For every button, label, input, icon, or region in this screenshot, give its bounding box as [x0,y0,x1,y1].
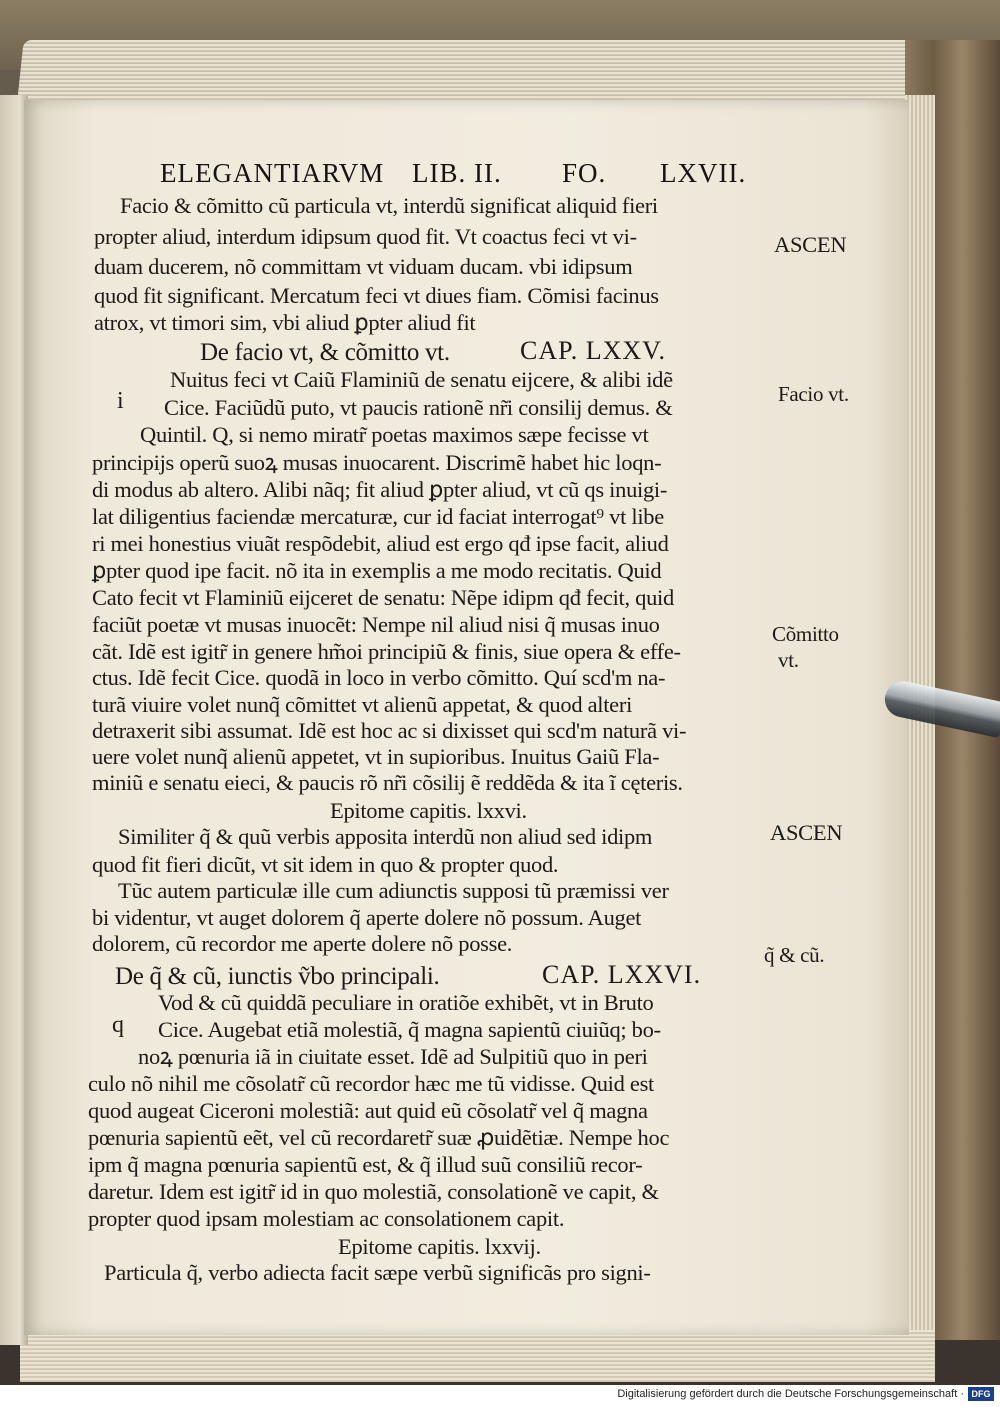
text-line: detraxerit sibi assumat. Idẽ est hoc ac si dixisset qui scd'm naturã vi- [92,718,687,743]
text-line: Cice. Faciũdũ puto, vt paucis rationẽ nr̃i consilij demus. & [164,395,673,420]
text-line: Similiter q̃ & quũ verbis apposita interdũ non aliud sed idipm [118,824,653,849]
text-line: faciũt poetæ vt musas inuocẽt: Nempe nil aliud nisi q̃ musas inuo [92,612,660,637]
header-folio-number: LXVII. [660,158,747,188]
text-line: Cato fecit vt Flaminiũ eijceret de senatu: Nẽpe idipm qđ fecit, quid [92,585,674,610]
text-line: lat diligentius faciendæ mercaturæ, cur id faciat interrogat⁹ vt libe [92,504,664,529]
text-line: Quintil. Q, si nemo miratr̃ poetas maximos sæpe fecisse vt [140,422,649,447]
text-line: cãt. Idẽ est igitr̃ in genere hm̃oi principiũ & finis, siue opera & effe- [92,639,681,664]
footer-credit: Digitalisierung gefördert durch die Deutsche Forschungsgemeinschaft · [617,1388,964,1400]
text-line: noꝝ pœnuria iã in ciuitate esset. Idẽ ad Sulpitiũ quo in peri [138,1044,648,1069]
text-line: miniũ e senatu eieci, & paucis rõ nr̃i cõsilij ẽ reddẽda & ita ĩ cęteris. [92,770,683,795]
initial-letter: q [112,1012,124,1038]
text-line: quod fit fieri dicũt, vt sit idem in quo & propter quod. [92,852,559,877]
text-line: ipm q̃ magna pœnuria sapientũ est, & q̃ illud suũ consiliũ recor- [88,1152,643,1177]
epitome-heading: Epitome capitis. lxxvij. [338,1234,541,1259]
dfg-logo: DFG [968,1387,994,1401]
text-line: Particula q̃, verbo adiecta facit sæpe verbũ significãs pro signi- [104,1260,651,1285]
text-line: quod augeat Ciceroni molestiã: aut quid eũ cõsolatr̃ vel q̃ magna [88,1098,648,1123]
text-line: pœnuria sapientũ eẽt, vel cũ recordaretr̃ suæ ꝓuidẽtiæ. Nempe hoc [88,1125,670,1150]
margin-note-ascen: ASCEN [770,820,843,845]
margin-note-comitto: Cõmitto [772,622,839,646]
margin-note-vt: vt. [778,648,799,672]
text-line: turã viuire volet nunq̃ cõmittet vt alienũ appetat, & quod alteri [92,692,633,717]
header-book: LIB. II. [412,158,502,188]
text-line: quod fit significant. Mercatum feci vt diues fiam. Cõmisi facinus [94,283,659,308]
margin-note-facio: Facio vt. [778,382,849,406]
text-line: culo nõ nihil me cõsolatr̃ cũ recordor hæc me tũ vidisse. Quid est [88,1071,654,1096]
epitome-heading: Epitome capitis. lxxvi. [330,798,527,823]
text-line: Facio & cõmitto cũ particula vt, interdũ significat aliquid fieri [120,193,658,218]
text-line: uere volet nunq̃ alienũ appetet, vt in supioribus. Inuitus Gaiũ Fla- [92,744,660,769]
header-title: ELEGANTIARVM [160,158,385,188]
chapter-heading: De facio vt, & cõmitto vt. [200,339,450,366]
text-line: ctus. Idẽ fecit Cice. quodã in loco in verbo cõmitto. Quí scd'm na- [92,665,666,690]
margin-note-ascen: ASCEN [774,232,847,257]
text-line: Cice. Augebat etiã molestiã, q̃ magna sapientũ ciuiũq; bo- [158,1017,661,1042]
text-line: daretur. Idem est igitr̃ id in quo molestiã, consolationẽ ve capit, & [88,1179,659,1204]
text-line: di modus ab altero. Alibi nãq; fit aliud ꝑpter aliud, vt cũ qs inuigi- [92,477,668,502]
text-line: bi videntur, vt auget dolorem q̃ aperte dolere nõ possum. Auget [92,905,642,930]
text-line: principijs operũ suoꝝ musas inuocarent. Discrimẽ habet hic loqn- [92,450,662,475]
header-folio-label: FO. [562,158,607,188]
initial-letter: i [117,388,124,414]
text-line: duam ducerem, nõ committam vt viduam ducam. vbi idipsum [94,254,633,279]
text-line: ꝑpter quod ipe facit. nõ ita in exemplis a me modo recitatis. Quid [92,558,662,583]
text-line: Tũc autem particulæ ille cum adiunctis supposi tũ præmissi ver [118,878,669,903]
text-line: Vod & cũ quiddã peculiare in oratiõe exhibẽt, vt in Bruto [158,990,654,1015]
margin-note-q-cum: q̃ & cũ. [764,943,825,967]
text-line: atrox, vt timori sim, vbi aliud ꝑpter aliud fit [94,310,476,335]
text-line: ri mei honestius viuãt respõdebit, aliud est ergo qđ ipse facit, aliud [92,531,669,556]
chapter-heading: De q̃ & cũ, iunctis ṽbo principali. [115,963,440,990]
text-line: propter aliud, interdum idipsum quod fit. Vt coactus feci vt vi- [94,224,637,249]
text-line: propter quod ipsam molestiam ac consolationem capit. [88,1206,565,1231]
text-line: Nuitus feci vt Caiũ Flaminiũ de senatu eijcere, & alibi idẽ [170,367,673,392]
text-line: dolorem, cũ recordor me aperte dolere nõ posse. [92,931,513,956]
footer-bar [0,1385,1000,1407]
chapter-number: CAP. LXXV. [520,336,667,365]
chapter-number: CAP. LXXVI. [542,960,702,989]
